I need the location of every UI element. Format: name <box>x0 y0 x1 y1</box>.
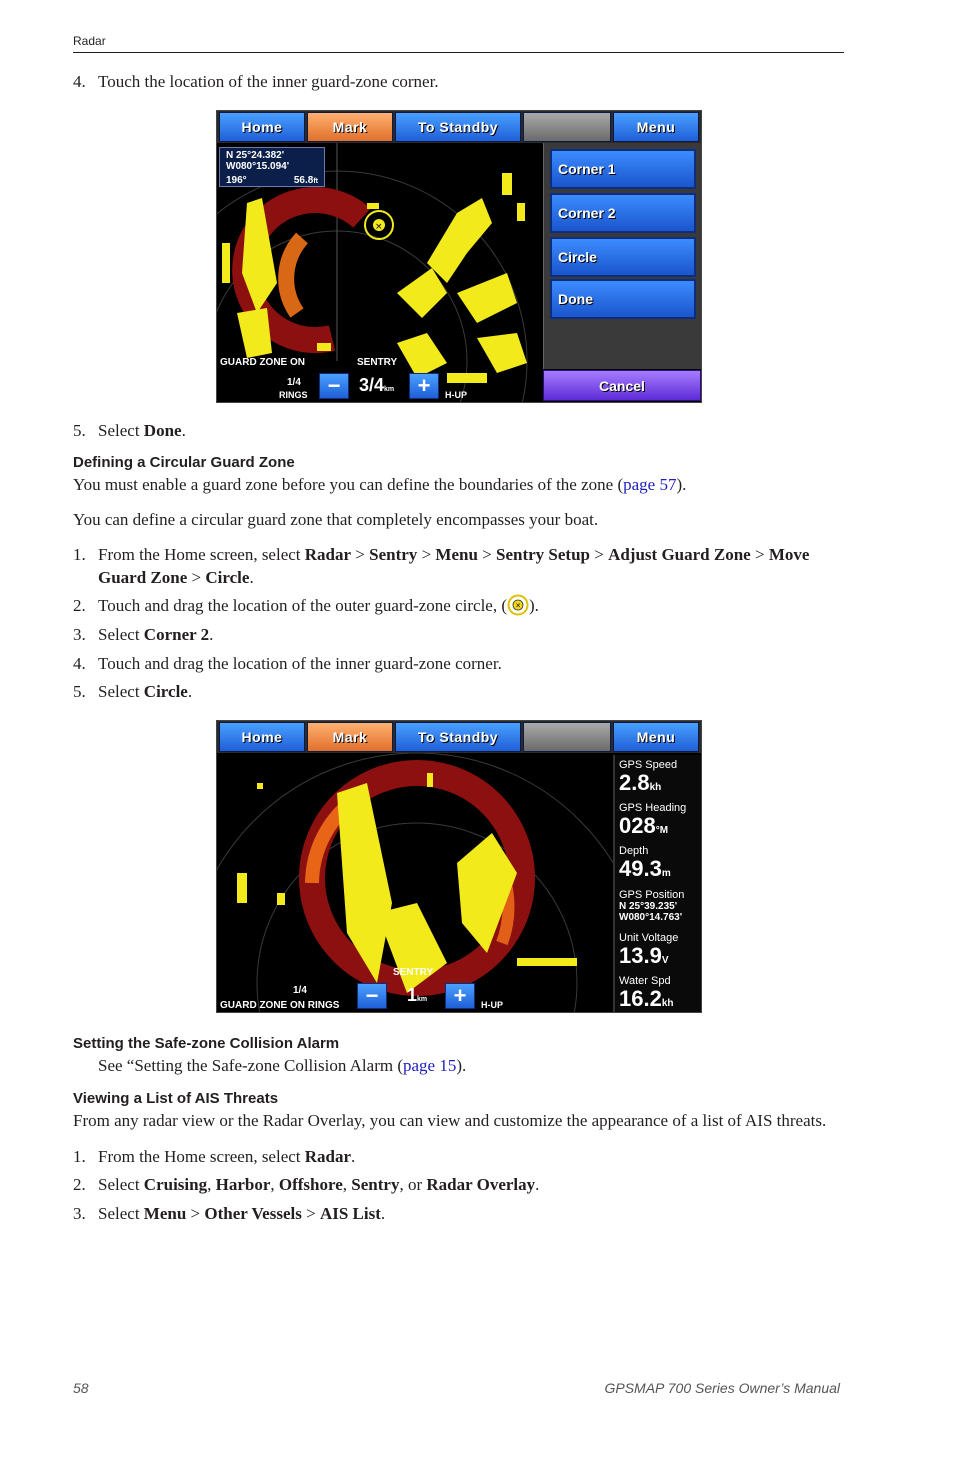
home-button[interactable]: Home <box>219 722 305 752</box>
running-header: Radar <box>73 34 106 48</box>
svg-text:×: × <box>515 601 522 610</box>
orientation-label: H-UP <box>445 390 467 400</box>
gps-speed-field: GPS Speed 2.8kh <box>619 759 678 795</box>
zoom-range: 3/4km <box>359 375 395 395</box>
header-rule <box>73 52 844 53</box>
position-readout: N 25°24.382' W080°15.094' 196° 56.8ft <box>219 147 325 187</box>
svg-text:×: × <box>375 222 383 232</box>
menu-button[interactable]: Menu <box>613 112 699 142</box>
sentry-label-2: SENTRY <box>393 967 434 978</box>
menu-button[interactable]: Menu <box>613 722 699 752</box>
section-heading-safe-zone: Setting the Safe-zone Collision Alarm <box>73 1035 340 1052</box>
paragraph-safe-zone: See “Setting the Safe-zone Collision Alarm (page 15). <box>98 1056 467 1075</box>
guard-zone-status: GUARD ZONE ON <box>220 357 305 368</box>
paragraph-enable-guard-zone: You must enable a guard zone before you can define the boundaries of the zone (page 57). <box>73 475 687 494</box>
corner-1-button[interactable]: Corner 1 <box>550 149 696 189</box>
section-heading-ais-threats: Viewing a List of AIS Threats <box>73 1090 279 1107</box>
corner-menu-panel <box>543 143 702 369</box>
rings-label: RINGS <box>279 390 308 400</box>
guard-zone-move-icon <box>507 594 529 616</box>
zoom-range-2: 1km <box>407 985 428 1005</box>
sentry-label: SENTRY <box>357 357 398 368</box>
manual-title: GPSMAP 700 Series Owner’s Manual <box>604 1380 840 1396</box>
data-fields-panel <box>613 755 701 1012</box>
radar-screenshot-corner-menu <box>216 110 702 403</box>
zoom-in-button[interactable]: + <box>409 373 439 399</box>
radar-screenshot-circle-zone <box>216 720 702 1013</box>
zoom-out-button-2[interactable]: − <box>357 983 387 1009</box>
toolbar-2 <box>217 721 701 753</box>
orientation-label-2: H-UP <box>481 1000 503 1010</box>
gps-position-field: GPS Position N 25°39.235' W080°14.763' <box>619 889 685 923</box>
unit-voltage-field: Unit Voltage 13.9V <box>619 932 679 968</box>
done-button[interactable]: Done <box>550 279 696 319</box>
ring-range-2: 1/4 <box>293 985 307 996</box>
ring-range: 1/4 <box>287 377 301 388</box>
home-button[interactable]: Home <box>219 112 305 142</box>
zoom-out-button[interactable]: − <box>319 373 349 399</box>
zoom-in-button-2[interactable]: + <box>445 983 475 1009</box>
to-standby-button[interactable]: To Standby <box>395 112 521 142</box>
page-15-link[interactable]: page 15 <box>403 1056 457 1075</box>
mark-button[interactable]: Mark <box>307 722 393 752</box>
guard-zone-status-2: GUARD ZONE ON RINGS <box>220 1000 340 1011</box>
mark-button[interactable]: Mark <box>307 112 393 142</box>
paragraph-circular-zone: You can define a circular guard zone that completely encompasses your boat. <box>73 510 599 529</box>
depth-field: Depth 49.3m <box>619 845 671 881</box>
section-heading-circular-guard-zone: Defining a Circular Guard Zone <box>73 454 295 471</box>
toolbar <box>217 111 701 143</box>
corner-2-button[interactable]: Corner 2 <box>550 193 696 233</box>
circle-button[interactable]: Circle <box>550 237 696 277</box>
to-standby-button[interactable]: To Standby <box>395 722 521 752</box>
page-number: 58 <box>73 1380 89 1396</box>
water-speed-field: Water Spd 16.2kh <box>619 975 674 1011</box>
page-57-link[interactable]: page 57 <box>623 475 677 494</box>
toolbar-blank-button <box>523 112 611 142</box>
cancel-button[interactable]: Cancel <box>543 370 701 401</box>
paragraph-ais-threats: From any radar view or the Radar Overlay, you can view and customize the appearance of a list of AIS threats. <box>73 1111 827 1130</box>
toolbar-blank-button <box>523 722 611 752</box>
gps-heading-field: GPS Heading 028°M <box>619 802 687 838</box>
